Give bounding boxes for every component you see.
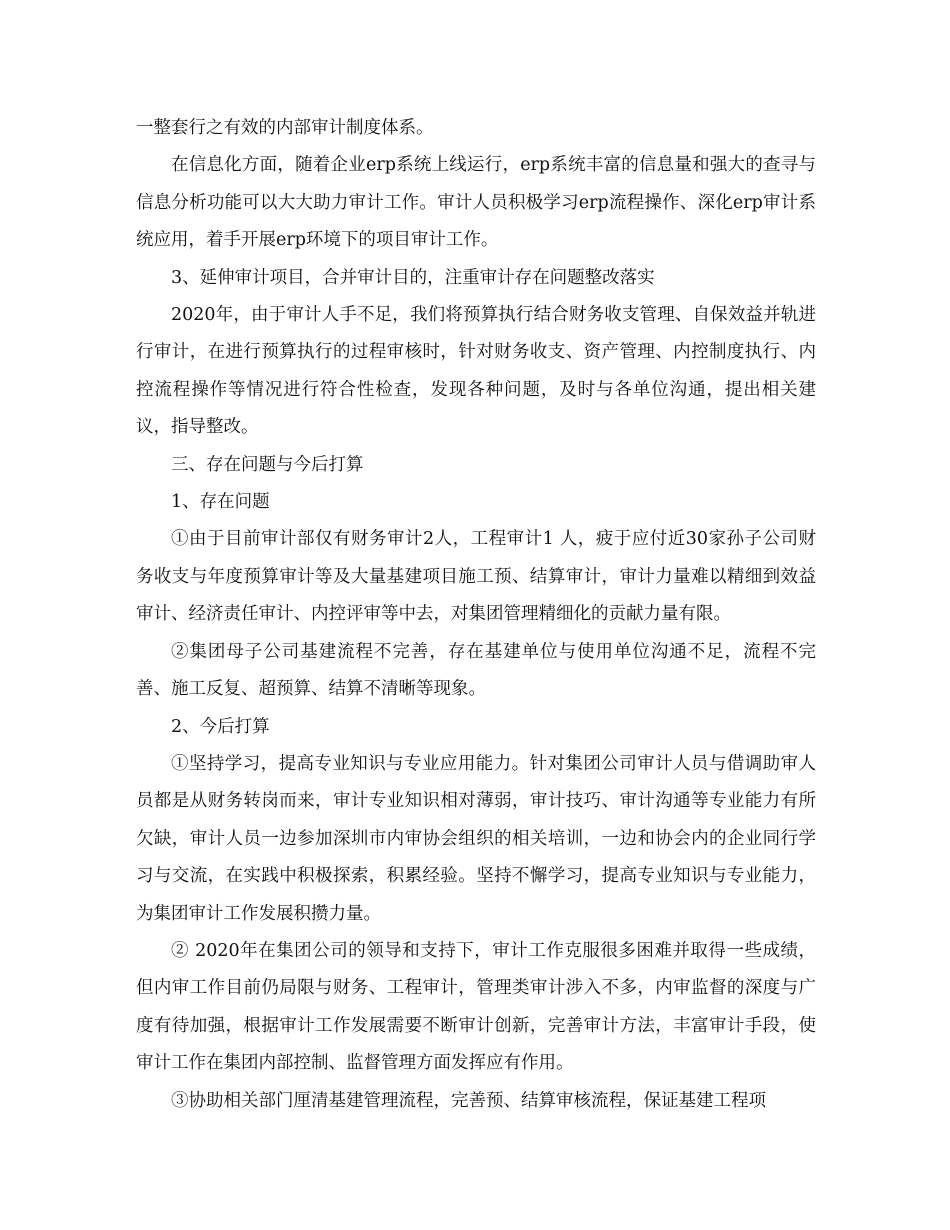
paragraph-11: ② 2020年在集团公司的领导和支持下，审计工作克服很多困难并取得一些成绩，但内审工作目前仍局限与财务、工程审计，管理类审计涉入不多，内审监督的深度与广度有待加强，根据审计工作发展需要不断审计创新，完善审计方法，丰富审计手段，使审计工作在集团内部控制、监督管理方面发挥应有作用。	[136, 940, 816, 1074]
paragraph-2: 在信息化方面，随着企业erp系统上线运行，erp系统丰富的信息量和强大的查寻与信息分析功能可以大大助力审计工作。审计人员积极学习erp流程操作、深化erp审计系统应用，着手开展erp环境下的项目审计工作。	[136, 155, 816, 251]
document-body	[136, 110, 816, 1120]
paragraph-8: ②集团母子公司基建流程不完善，存在基建单位与使用单位沟通不足，流程不完善、施工反复、超预算、结算不清晰等现象。	[136, 641, 816, 700]
subheading-problems: 1、存在问题	[171, 492, 270, 513]
paragraph-1: 一整套行之有效的内部审计制度体系。	[136, 118, 434, 138]
paragraph-12: ③协助相关部门厘清基建管理流程，完善预、结算审核流程，保证基建工程项	[171, 1090, 766, 1111]
paragraph-7: ①由于目前审计部仅有财务审计2人，工程审计1 人，疲于应付近30家孙子公司财务收支与年度预算审计等及大量基建项目施工预、结算审计，审计力量难以精细到效益审计、经济责任审计、内控评审等中去，对集团管理精细化的贡献力量有限。	[136, 529, 816, 625]
paragraph-10: ①坚持学习，提高专业知识与专业应用能力。针对集团公司审计人员与借调助审人员都是从财务转岗而来，审计专业知识相对薄弱，审计技巧、审计沟通等专业能力有所欠缺，审计人员一边参加深圳市内审协会组织的相关培训，一边和协会内的企业同行学习与交流，在实践中积极探索，积累经验。坚持不懈学习，提高专业知识与专业能力，为集团审计工作发展积攒力量。	[136, 753, 816, 924]
subheading-plans: 2、今后打算	[171, 716, 270, 737]
paragraph-4: 2020年，由于审计人手不足，我们将预算执行结合财务收支管理、自保效益并轨进行审计，在进行预算执行的过程审核时，针对财务收支、资产管理、内控制度执行、内控流程操作等情况进行符合性检查，发现各种问题，及时与各单位沟通，提出相关建议，指导整改。	[136, 305, 816, 438]
section-heading: 三、存在问题与今后打算	[171, 454, 364, 475]
paragraph-3: 3、延伸审计项目，合并审计目的，注重审计存在问题整改落实	[171, 267, 655, 288]
